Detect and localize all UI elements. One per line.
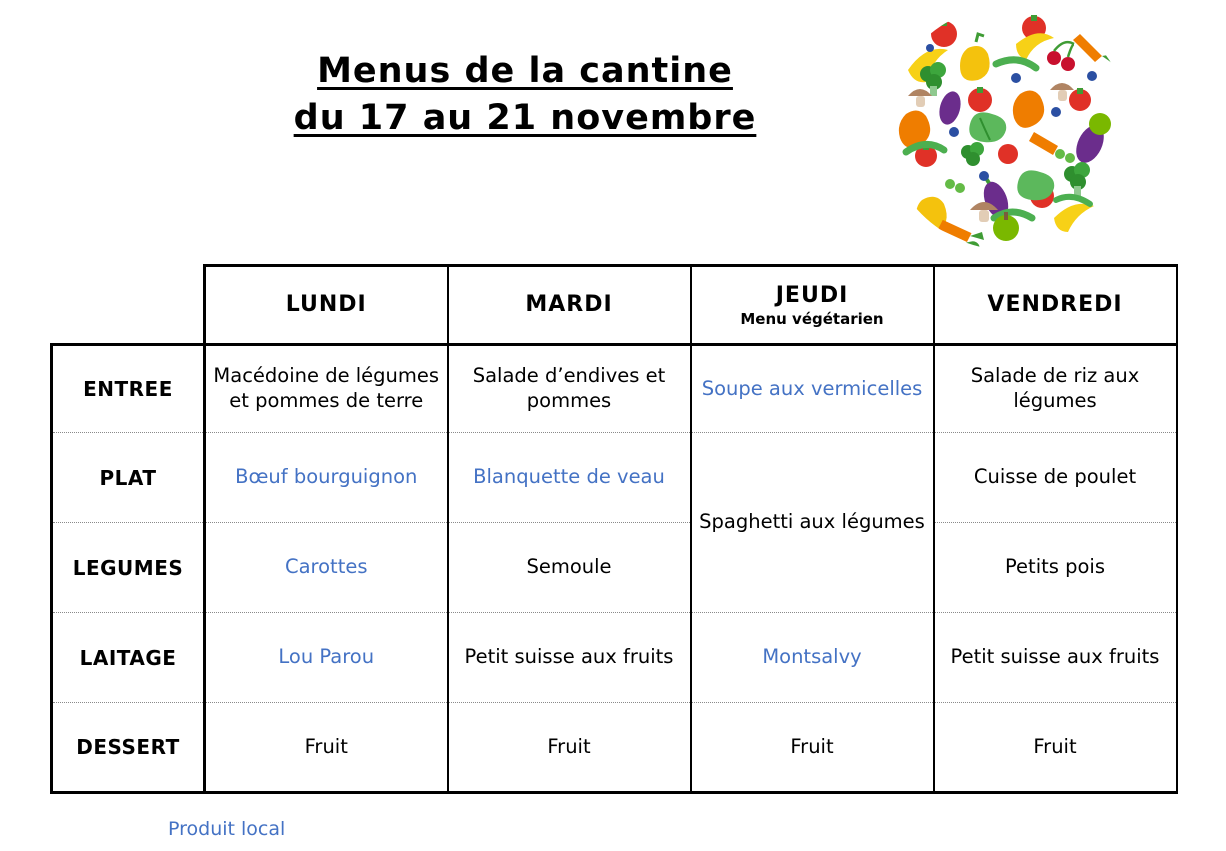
table-row [52, 613, 1177, 703]
table-header-row [52, 266, 1177, 345]
day-header-jeudi-sub: Menu végétarien [740, 309, 884, 328]
day-header-mardi-label: MARDI [525, 291, 613, 317]
day-header-jeudi-label: JEUDI [775, 282, 849, 308]
cell-dessert-lundi: Fruit [205, 703, 448, 793]
cell-laitage-mardi: Petit suisse aux fruits [448, 613, 691, 703]
cell-laitage-lundi: Lou Parou [205, 613, 448, 703]
cell-legumes-lundi: Carottes [205, 523, 448, 613]
vegetables-circle-icon [884, 4, 1132, 252]
cell-laitage-jeudi: Montsalvy [691, 613, 934, 703]
cell-entree-jeudi: Soupe aux vermicelles [691, 345, 934, 433]
day-header-vendredi [934, 266, 1177, 345]
table-row [52, 433, 1177, 523]
row-label-entree: ENTREE [52, 345, 205, 433]
title-line-2: du 17 au 21 novembre [293, 98, 757, 139]
cell-legumes-mardi: Semoule [448, 523, 691, 613]
cell-entree-mardi: Salade d’endives et pommes [448, 345, 691, 433]
row-label-laitage: LAITAGE [52, 613, 205, 703]
table-row [52, 523, 1177, 613]
cell-legumes-vendredi: Petits pois [934, 523, 1177, 613]
row-label-dessert: DESSERT [52, 703, 205, 793]
table-row [52, 345, 1177, 433]
day-header-lundi-label: LUNDI [285, 291, 367, 317]
day-header-jeudi [691, 266, 934, 345]
title-line-1: Menus de la cantine [317, 51, 733, 91]
day-header-lundi [205, 266, 448, 345]
table-row [52, 703, 1177, 793]
legend-produit-local: Produit local [168, 818, 286, 840]
cell-plat-vendredi: Cuisse de poulet [934, 433, 1177, 523]
row-label-legumes: LEGUMES [52, 523, 205, 613]
cell-plat-legumes-jeudi: Spaghetti aux légumes [691, 433, 934, 613]
cell-dessert-vendredi: Fruit [934, 703, 1177, 793]
cell-plat-mardi: Blanquette de veau [448, 433, 691, 523]
day-header-vendredi-label: VENDREDI [987, 291, 1123, 317]
day-header-mardi [448, 266, 691, 345]
cell-entree-vendredi: Salade de riz aux légumes [934, 345, 1177, 433]
row-label-plat: PLAT [52, 433, 205, 523]
cell-entree-lundi: Macédoine de légumes et pommes de terre [205, 345, 448, 433]
cell-dessert-jeudi: Fruit [691, 703, 934, 793]
table-corner-cell [52, 266, 205, 345]
menu-table [50, 264, 1178, 794]
page-title [290, 48, 760, 143]
cell-laitage-vendredi: Petit suisse aux fruits [934, 613, 1177, 703]
cell-plat-lundi: Bœuf bourguignon [205, 433, 448, 523]
cell-dessert-mardi: Fruit [448, 703, 691, 793]
